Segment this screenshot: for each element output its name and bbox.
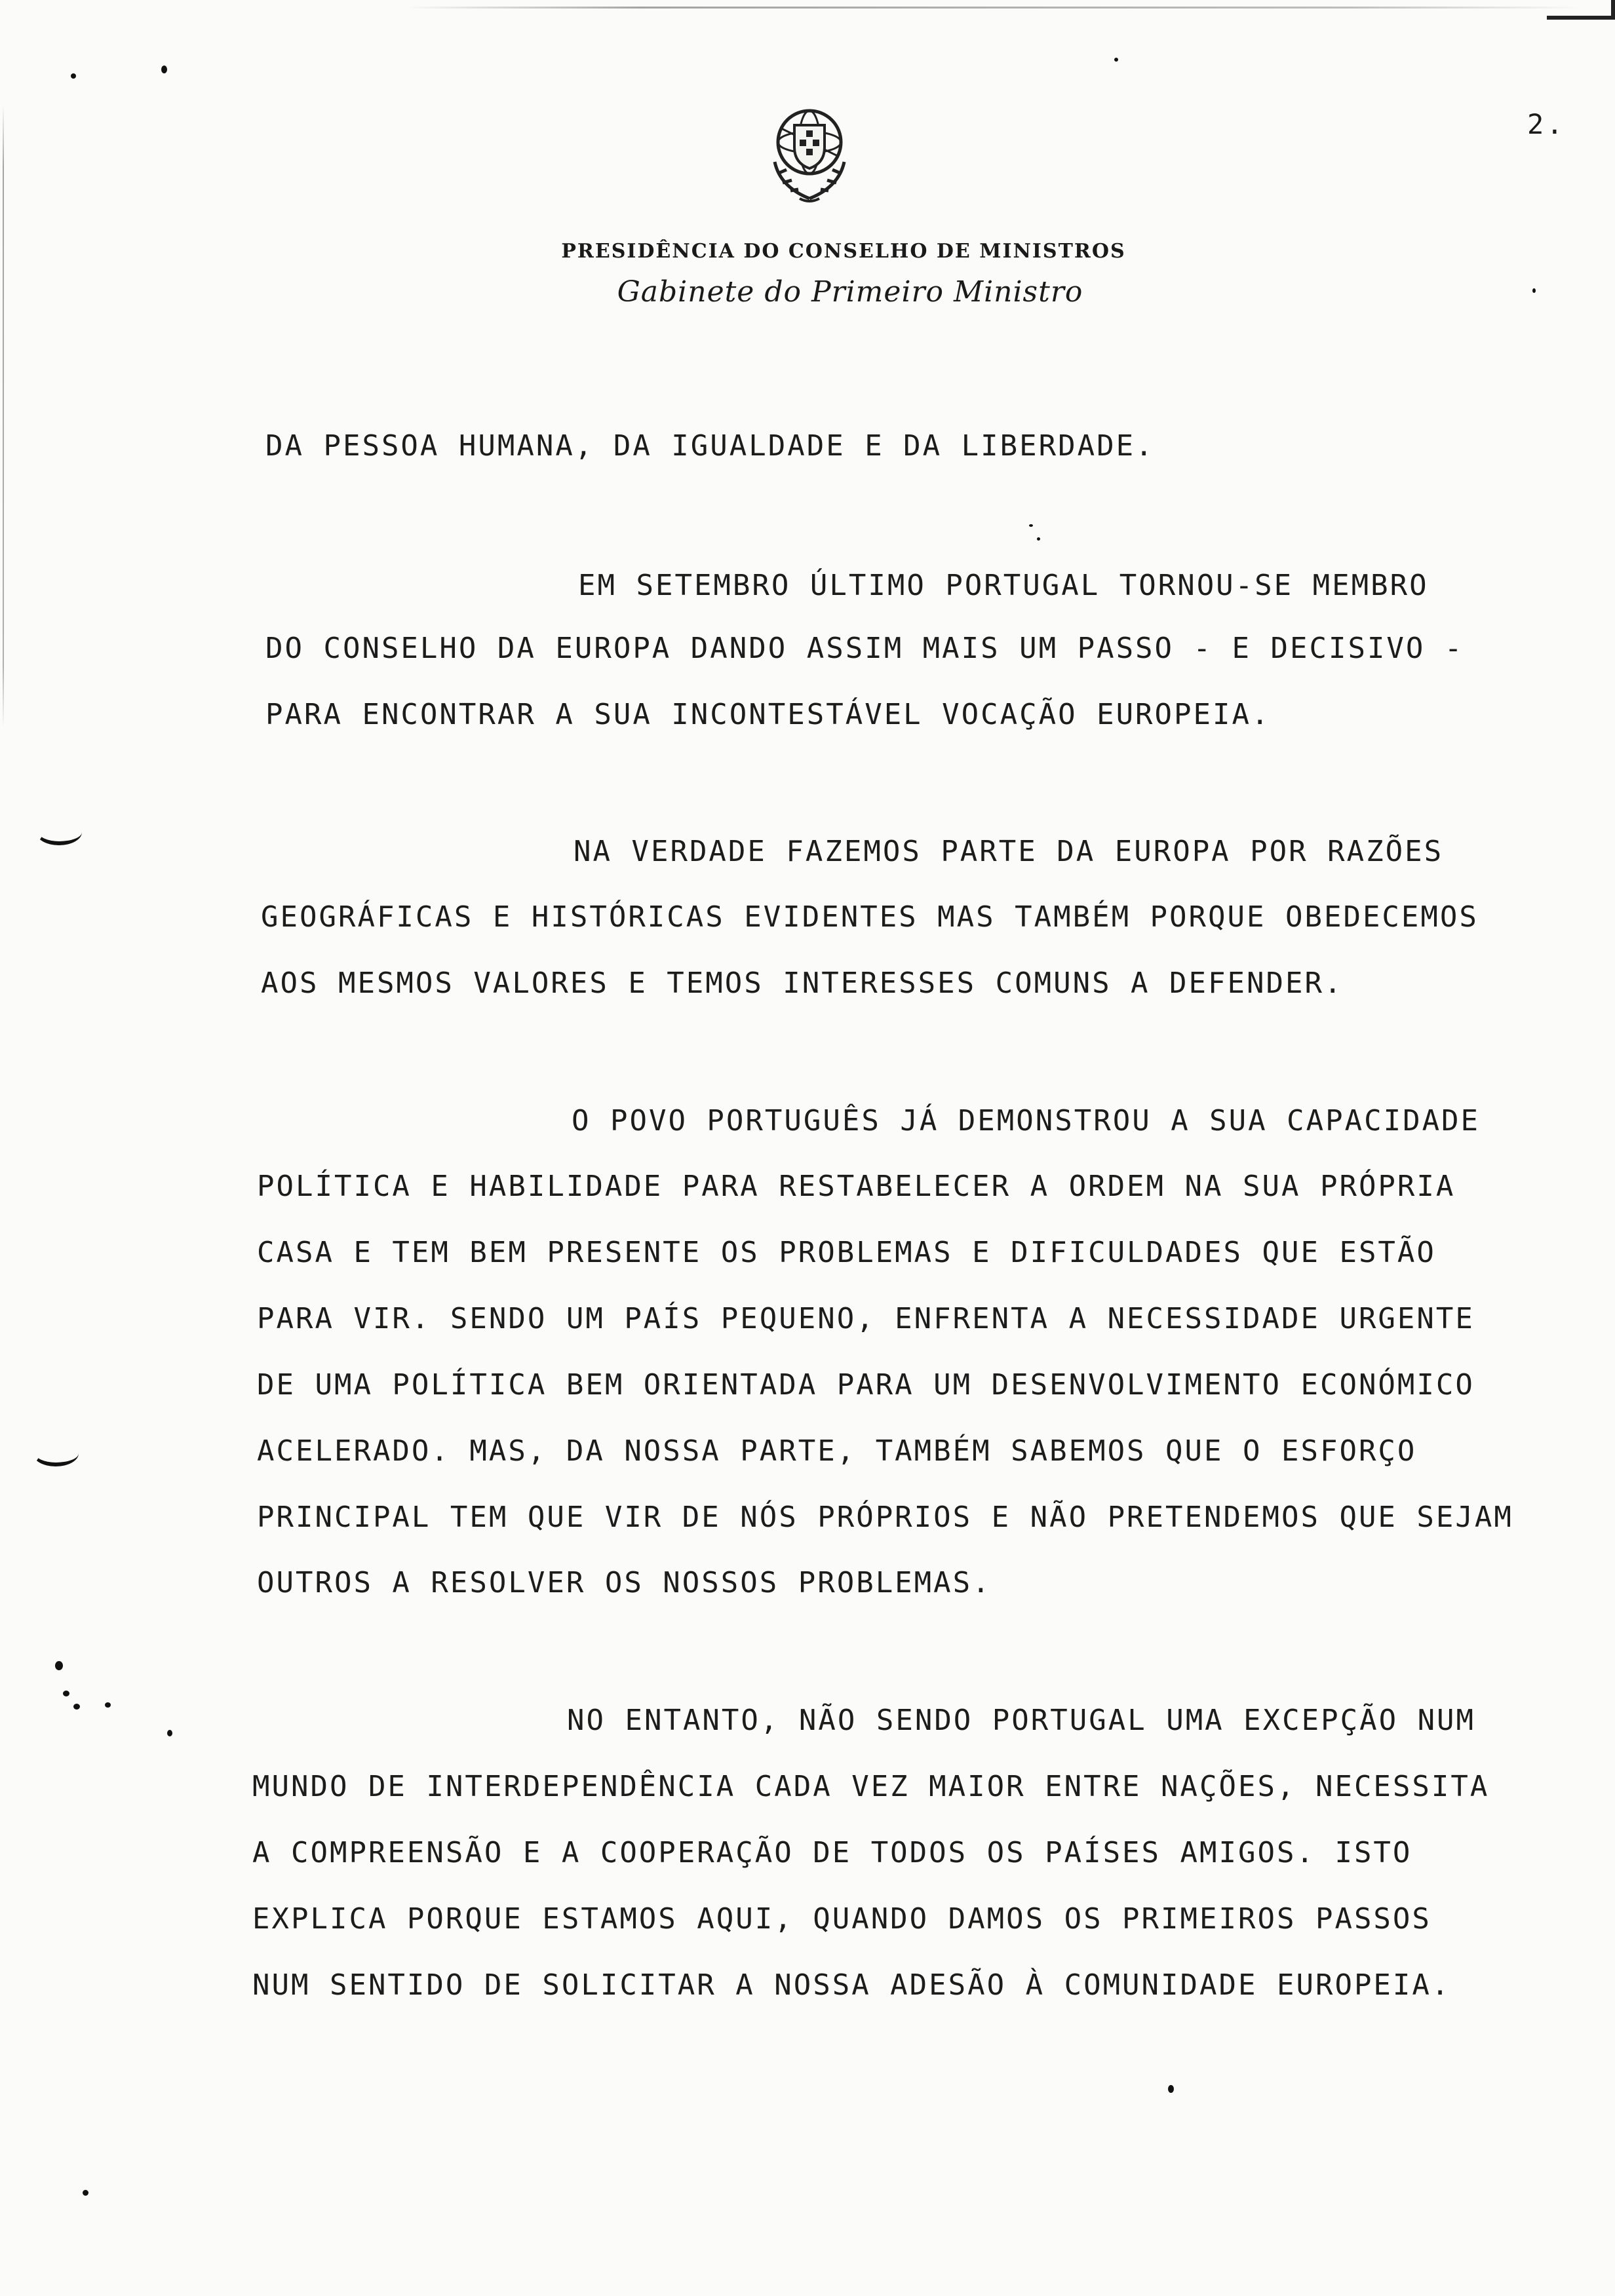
text-line: PARA VIR. SENDO UM PAÍS PEQUENO, ENFRENTA A NECESSIDADE URGENTE [257, 1302, 1475, 1335]
text-line: OUTROS A RESOLVER OS NOSSOS PROBLEMAS. [257, 1566, 992, 1599]
scan-speck [55, 1661, 63, 1670]
text-line: GEOGRÁFICAS E HISTÓRICAS EVIDENTES MAS TAMBÉM PORQUE OBEDECEMOS [261, 900, 1479, 934]
text-line: POLÍTICA E HABILIDADE PARA RESTABELECER A ORDEM NA SUA PRÓPRIA [257, 1170, 1456, 1203]
text-line: NO ENTANTO, NÃO SENDO PORTUGAL UMA EXCEPÇÃO NUM [567, 1704, 1476, 1737]
letterhead-subtitle: Gabinete do Primeiro Ministro [617, 275, 1083, 309]
scan-speck [1114, 58, 1118, 62]
text-line: MUNDO DE INTERDEPENDÊNCIA CADA VEZ MAIOR ENTRE NAÇÕES, NECESSITA [252, 1770, 1490, 1803]
scan-speck [161, 66, 167, 73]
scan-speck [1168, 2085, 1174, 2093]
scan-speck [73, 1704, 80, 1710]
text-line: PRINCIPAL TEM QUE VIR DE NÓS PRÓPRIOS E NÃO PRETENDEMOS QUE SEJAM [257, 1501, 1513, 1534]
portuguese-coat-of-arms-icon [760, 102, 859, 206]
text-line: DE UMA POLÍTICA BEM ORIENTADA PARA UM DESENVOLVIMENTO ECONÓMICO [257, 1368, 1475, 1402]
text-line: NUM SENTIDO DE SOLICITAR A NOSSA ADESÃO À COMUNIDADE EUROPEIA. [252, 1968, 1451, 2002]
page-number: 2. [1527, 108, 1566, 140]
text-line: EXPLICA PORQUE ESTAMOS AQUI, QUANDO DAMOS OS PRIMEIROS PASSOS [252, 1902, 1431, 1936]
scan-speck [83, 2190, 88, 2196]
text-line: PARA ENCONTRAR A SUA INCONTESTÁVEL VOCAÇÃO EUROPEIA. [265, 698, 1271, 731]
text-line: DA PESSOA HUMANA, DA IGUALDADE E DA LIBERDADE. [265, 429, 1155, 463]
text-line: AOS MESMOS VALORES E TEMOS INTERESSES COMUNS A DEFENDER. [261, 966, 1344, 1000]
text-line: A COMPREENSÃO E A COOPERAÇÃO DE TODOS OS PAÍSES AMIGOS. ISTO [252, 1836, 1412, 1869]
scan-speck [105, 1702, 111, 1708]
text-line: NA VERDADE FAZEMOS PARTE DA EUROPA POR RAZÕES [574, 835, 1444, 868]
text-line: DO CONSELHO DA EUROPA DANDO ASSIM MAIS UM PASSO - E DECISIVO - [265, 632, 1464, 665]
text-line: EM SETEMBRO ÚLTIMO PORTUGAL TORNOU-SE MEMBRO [578, 569, 1429, 602]
scan-edge-line [406, 7, 1580, 9]
scan-speck [63, 1691, 69, 1696]
text-line: O POVO PORTUGUÊS JÁ DEMONSTROU A SUA CAPACIDADE [572, 1104, 1481, 1138]
text-line: ACELERADO. MAS, DA NOSSA PARTE, TAMBÉM SABEMOS QUE O ESFORÇO [257, 1434, 1417, 1468]
letterhead-title: PRESIDÊNCIA DO CONSELHO DE MINISTROS [561, 240, 1126, 263]
scan-margin-mark [33, 1440, 79, 1466]
scan-speck [1037, 537, 1040, 541]
scan-speck [1029, 524, 1033, 527]
scan-speck [167, 1730, 172, 1736]
scan-corner-mark [1547, 0, 1615, 20]
text-line: CASA E TEM BEM PRESENTE OS PROBLEMAS E DIFICULDADES QUE ESTÃO [257, 1236, 1436, 1269]
